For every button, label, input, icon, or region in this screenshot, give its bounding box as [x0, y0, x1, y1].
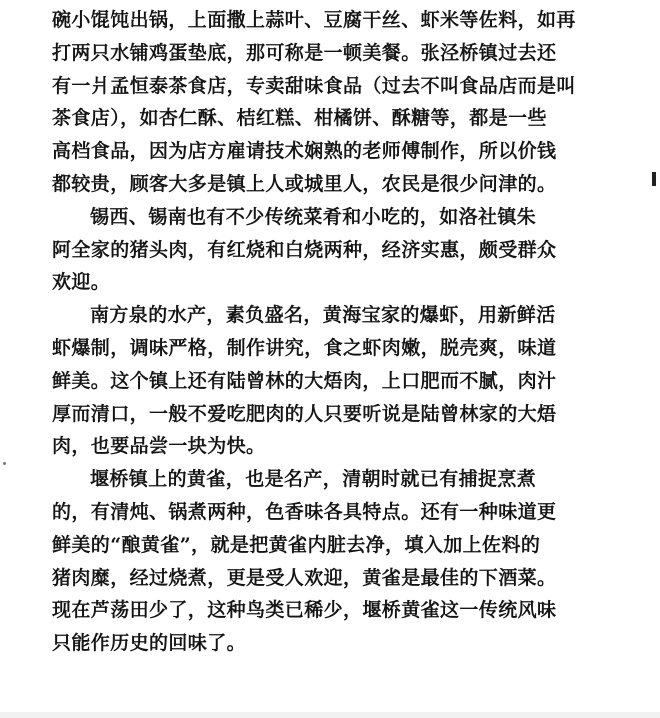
- text-line: 都较贵，顾客大多是镇上人或城里人，农民是很少问津的。: [52, 172, 557, 195]
- text-line: 碗小馄饨出锅，上面撒上蒜叶、豆腐干丝、虾米等佐料，如再: [52, 9, 576, 31]
- text-line: 欢迎。: [52, 271, 111, 294]
- paragraph-start-line: 南方泉的水产，素负盛名，黄海宝家的爆虾，用新鲜活: [90, 304, 556, 327]
- text-line: 的，有清炖、锅煮两种，色香味各具特点。还有一种味道更: [52, 500, 557, 523]
- text-line: 厚而清口，一般不爱吃肥肉的人只要听说是陆曾林家的大焐: [52, 402, 557, 425]
- text-line: 鲜美。这个镇上还有陆曾林的大焐肉，上口肥而不腻，肉汁: [52, 369, 557, 392]
- text-line: 阿全家的猪头肉，有红烧和白烧两种，经济实惠，颇受群众: [52, 238, 557, 261]
- scan-bottom-edge: [0, 712, 660, 718]
- text-line: 肉，也要品尝一块为快。: [52, 435, 266, 458]
- body-text: [52, 4, 612, 660]
- text-line: 虾爆制，调味严格，制作讲究，食之虾肉嫩，脱壳爽，味道: [52, 336, 557, 359]
- text-line: 高档食品，因为店方雇请技术娴熟的老师傅制作，所以价钱: [52, 140, 557, 163]
- text-line: 只能作历史的回味了。: [52, 632, 247, 655]
- scan-edge-mark: [652, 172, 656, 186]
- text-line: 现在芦荡田少了，这种鸟类已稀少，堰桥黄雀这一传统风味: [52, 599, 557, 622]
- paragraph-start-line: 堰桥镇上的黄雀，也是名产，清朝时就已有捕捉烹煮: [90, 468, 537, 491]
- text-line: 鲜美的“酿黄雀”，就是把黄雀内脏去净，填入加上佐料的: [52, 533, 541, 556]
- text-line: 茶食店），如杏仁酥、桔红糕、柑橘饼、酥糖等，都是一些: [52, 107, 547, 130]
- text-line: 猪肉糜，经过烧煮，更是受人欢迎，黄雀是最佳的下酒菜。: [52, 566, 557, 589]
- text-line: 打两只水铺鸡蛋垫底，那可称是一顿美餐。张泾桥镇过去还: [52, 41, 557, 64]
- scan-speck: [3, 462, 6, 465]
- text-line: 有一爿孟恒泰茶食店，专卖甜味食品（过去不叫食品店而是叫: [52, 74, 576, 97]
- paragraph-start-line: 锡西、锡南也有不少传统菜肴和小吃的，如洛社镇朱: [90, 205, 537, 228]
